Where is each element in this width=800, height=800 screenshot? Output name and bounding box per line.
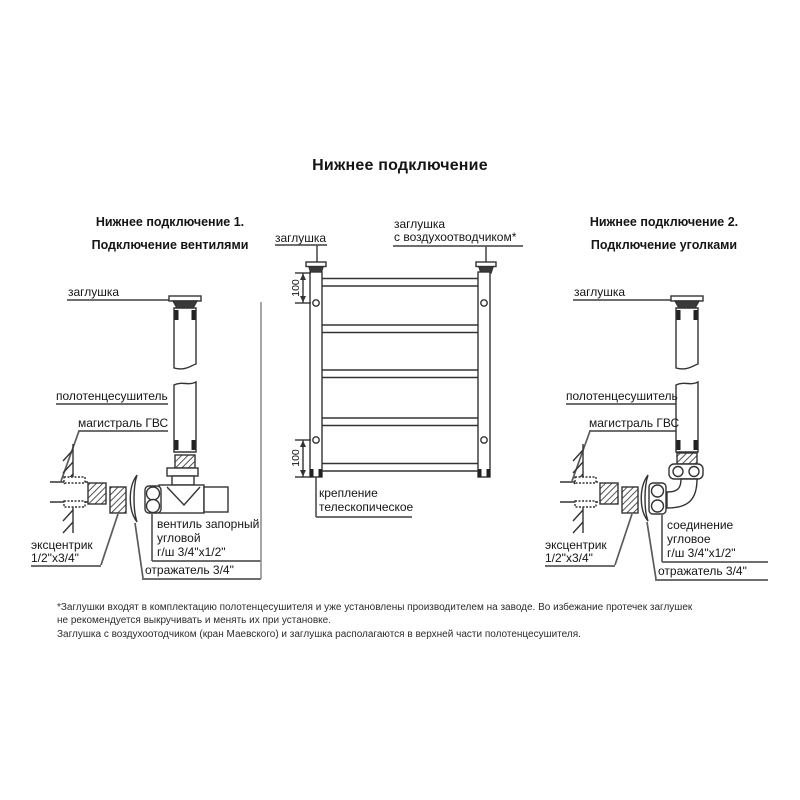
label-eccentric-left-1: эксцентрик [31,538,93,552]
wall-and-pipe [560,444,598,533]
label-reflector-right: отражатель 3/4" [658,564,747,578]
label-elbow-union [667,518,736,560]
label-reflector-left: отражатель 3/4" [145,563,234,577]
towel-rail-tube [676,308,698,452]
reflector-icon [641,475,648,521]
reflector-icon [130,475,137,522]
leader-lines [31,245,768,580]
label-eccentric-left-2: 1/2"х3/4" [31,551,79,565]
post-bottom-notches [310,469,490,477]
label-hw-line-right: магистраль ГВС [589,416,680,430]
label-mounting-1: крепление [319,486,378,500]
right-elbow-assembly-drawing [560,296,703,533]
right-section-heading-2: Подключение уголками [590,238,738,252]
label-valve [157,517,259,559]
label-eccentric-right-2: 1/2"х3/4" [545,551,593,565]
towel-rail-rungs [322,279,478,472]
right-section-heading-1: Нижнее подключение 2. [589,215,739,229]
angle-valve-icon [145,455,228,513]
label-valve-2: угловой [157,531,201,545]
label-valve-1: вентиль запорный [157,517,260,531]
label-air-vent-plug-2: с воздухоотводчиком* [394,230,517,244]
eccentric-icon [600,483,638,513]
label-towel-rail-right: полотенцесушитель [566,389,678,403]
dimension-100-bottom: 100 [290,449,302,467]
mounting-circle [313,300,487,443]
label-plug-center: заглушка [275,231,327,245]
left-section-heading-2: Подключение вентилями [91,238,249,252]
label-eccentric-right [545,539,607,565]
label-air-vent-plug [394,218,516,244]
label-mounting [319,486,413,514]
label-mounting-2: телескопическое [319,500,414,514]
label-eccentric-right-1: эксцентрик [545,538,607,552]
label-valve-3: г/ш 3/4"х1/2" [157,545,226,559]
label-elbow-union-2: угловое [667,532,711,546]
label-elbow-union-3: г/ш 3/4"х1/2" [667,546,736,560]
label-air-vent-plug-1: заглушка [394,217,446,231]
plug-cap-icon [169,296,201,308]
label-plug-left: заглушка [68,285,120,299]
left-valve-assembly-drawing [50,296,228,533]
label-elbow-union-1: соединение [667,518,734,532]
footnote-line-2: не рекомендуется выкручивать и менять их при установке. [57,615,331,626]
plug-cap-icon [671,296,703,308]
footnote-line-3: Заглушка с воздухоотодчиком (кран Маевского) и заглушка располагаются в верхней части полотенцесушителя. [57,629,581,640]
label-hw-line-left: магистраль ГВС [78,416,169,430]
plug-cap-icon [306,262,496,273]
towel-rail-tube [174,308,196,452]
page-title: Нижнее подключение [312,157,488,174]
eccentric-icon [88,483,126,513]
angle-union-icon [649,453,703,514]
footnote-line-1: *Заглушки входят в комплектацию полотенцесушителя и уже установлены производителем на заводе. Во избежание протечек заглушек [57,602,693,613]
label-plug-right: заглушка [574,285,626,299]
label-eccentric-left [31,539,93,565]
label-towel-rail-left: полотенцесушитель [56,389,168,403]
left-section-heading-1: Нижнее подключение 1. [95,215,245,229]
dimension-100-top: 100 [290,279,302,297]
towel-rail-drawing [295,262,496,477]
